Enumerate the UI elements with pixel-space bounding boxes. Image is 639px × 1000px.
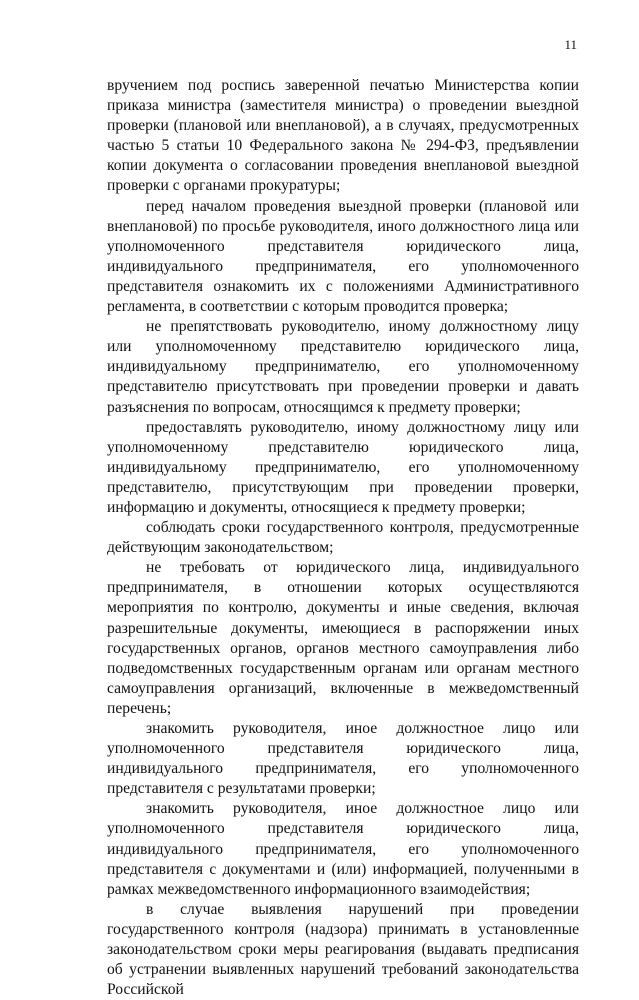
paragraph: не требовать от юридического лица, индивидуального предпринимателя, в отношении которых осуществляются мероприятия по контролю, документы и иные сведения, включая разрешительные документы, имеющиеся в распоряжении иных государственных органов, органов местного самоуправления либо подведомственных государственным органам или органам местного самоуправления организаций, включенные в межведомственный перечень; bbox=[107, 559, 579, 717]
page-number: 11 bbox=[564, 37, 577, 52]
paragraph: знакомить руководителя, иное должностное лицо или уполномоченного представителя юридического лица, индивидуального предпринимателя, его уполномоченного представителя с документами и (или) информацией, полученными в рамках межведомственного информационного взаимодействия; bbox=[107, 800, 579, 898]
paragraph: вручением под роспись заверенной печатью Министерства копии приказа министра (заместителя министра) о проведении выездной проверки (плановой или внеплановой), а в случаях, предусмотренных частью 5 статьи 10 Федерального закона № 294-ФЗ, предъявлении копии документа о согласовании проведения внеплановой выездной проверки с органами прокуратуры; bbox=[107, 77, 579, 195]
paragraph: не препятствовать руководителю, иному должностному лицу или уполномоченному представителю юридического лица, индивидуальному предпринимателю, его уполномоченному представителю присутствовать при проведении проверки и давать разъяснения по вопросам, относящимся к предмету проверки; bbox=[107, 318, 579, 416]
paragraph: соблюдать сроки государственного контроля, предусмотренные действующим законодательством; bbox=[107, 519, 579, 557]
document-body bbox=[107, 76, 579, 1000]
paragraph: перед началом проведения выездной проверки (плановой или внеплановой) по просьбе руководителя, иного должностного лица или уполномоченного представителя юридического лица, индивидуального предпринимателя, его уполномоченного представителя ознакомить их с положениями Административного регламента, в соответствии с которым проводится проверка; bbox=[107, 197, 579, 316]
paragraph: предоставлять руководителю, иному должностному лицу или уполномоченному представителю юридического лица, индивидуальному предпринимателю, его уполномоченному представителю, присутствующим при проведении проверки, информацию и документы, относящиеся к предмету проверки; bbox=[107, 418, 579, 516]
paragraph: в случае выявления нарушений при проведении государственного контроля (надзора) принимать в установленные законодательством сроки меры реагирования (выдавать предписания об устранении выявленных нарушений требований законодательства Российской bbox=[107, 900, 579, 999]
paragraph: знакомить руководителя, иное должностное лицо или уполномоченного представителя юридического лица, индивидуального предпринимателя, его уполномоченного представителя с результатами проверки; bbox=[107, 720, 579, 798]
